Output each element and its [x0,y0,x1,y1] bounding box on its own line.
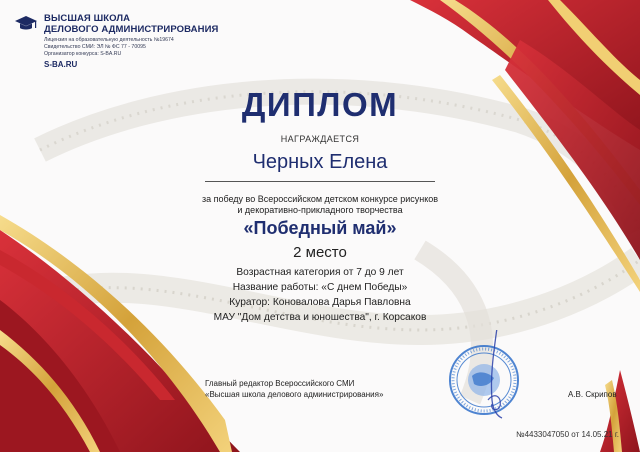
curator: Куратор: Коновалова Дарья Павловна [229,297,411,308]
name-underline [205,181,435,182]
registration-number: №4433047050 от 14.05.21 г. [516,430,619,439]
institution: МАУ "Дом детства и юношества", г. Корсаков [213,312,427,323]
signer-name: А.В. Скрипов [568,390,617,399]
graduation-cap-icon [14,14,38,34]
school-name-line1: ВЫСШАЯ ШКОЛА [44,13,131,24]
site-link[interactable]: S-BA.RU [44,60,78,69]
place-awarded: 2 место [293,244,347,261]
award-reason-line1: за победу во Всероссийском детском конкурсе рисунков [201,194,439,204]
editor-title-line1: Главный редактор Всероссийского СМИ [205,379,355,388]
contest-name: «Победный май» [243,218,397,238]
awarded-label: НАГРАЖДАЕТСЯ [280,134,360,144]
license-line: Организатор конкурса: S-BA.RU [44,51,122,57]
diploma-title: ДИПЛОМ [241,86,399,123]
editor-title-line2: «Высшая школа делового администрирования» [205,390,384,399]
official-seal [442,330,532,420]
license-line: Лицензия на образовательную деятельность №19674 [44,37,174,43]
school-name-line2: ДЕЛОВОГО АДМИНИСТРИРОВАНИЯ [44,24,219,35]
work-title: Название работы: «С днем Победы» [232,282,408,293]
award-reason-line2: и декоративно-прикладного творчества [237,205,403,215]
license-line: Свидетельство СМИ: ЭЛ № ФС 77 - 70095 [44,44,146,50]
recipient-name: Черных Елена [252,151,388,173]
age-category: Возрастная категория от 7 до 9 лет [236,267,404,278]
